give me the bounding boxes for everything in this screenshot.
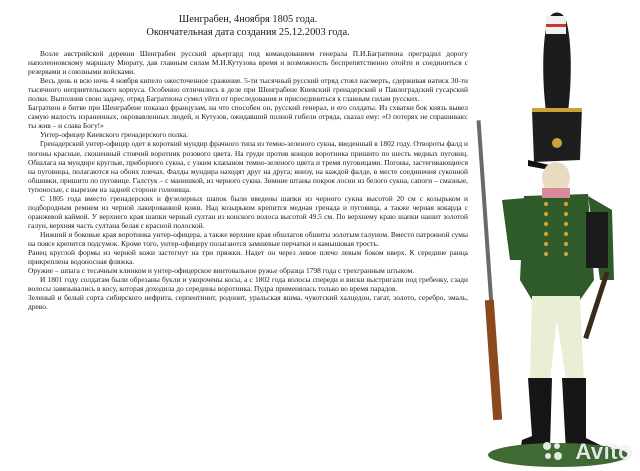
document-text (28, 12, 468, 311)
paragraph: Зеленый и белый сорта сибирского нефрита, серпентинит, родонит, уральская яшма, чукотский халцедон, гагат, золото, серебро, эмаль, древо. (28, 293, 468, 312)
tunic-button (564, 242, 568, 246)
paragraph: Оружие – шпага с тесачным клинком и унтер-офицерское винтовальное ружье образца 1798 года с трехгранным штыком. (28, 266, 415, 276)
avito-watermark: Avito (575, 439, 632, 464)
tunic-button (544, 202, 548, 206)
title-line-1: Шенграбен, 4ноября 1805 года. (178, 14, 318, 25)
knapsack (586, 212, 608, 268)
document-body (28, 49, 468, 311)
tunic-button (564, 252, 568, 256)
tunic-button (564, 222, 568, 226)
tunic (520, 194, 594, 300)
paragraph: С 1805 года вместо гренадерских и фузелерных шапок были введены шапки из черного сукна высотой 20 см с козырьком и подбородным ремнем из черной лакированной кожи. Над козырьком крепится медная гренада и пуговица, а также черная кокарда с оранжевой каймой. У верхнего края шапки черный султан из конского волоса высотой 49.5 см. По верхнему краю шапки нашит золотой галун, верхняя часть султана белая с красной полоской. (28, 193, 468, 230)
trousers (530, 296, 584, 380)
paragraph: Весь день и всю ночь 4 ноября кипело ожесточенное сражение. 5-ти тысячный русский отряд стоял насмерть, сдерживая натиск 30-ти тысячного неприятельского корпуса. Особенно отличились в деле при Шенграбене Киевский гренадерский и Павлоградский гусарский полки. Выполнив свою задачу, отряд Багратиона сумел уйти от преследования и присоединиться к главным силам русских. (28, 76, 468, 104)
shako-grenade (552, 138, 562, 148)
plume-stripe (546, 24, 566, 27)
paragraph: И 1801 году солдатам были обрезаны букли и укорочены косы, а с 1802 года волосы спереди и виски выстригали под гребенку, сзади волосы завязывались в косу, которая доходила до середины воротника. Пудра применялась только во время парадов. (28, 275, 468, 294)
paragraph: Гренадерский унтер-офицер одет в короткий мундир фрачного типа из темно-зеленого сукна, введенный в 1802 году. Отвороты фалд и погоны красные, скошенный стоячий воротник розового цвета. На груди против концов воротника пришито по шесть медных пуговиц. Обшлага на мундире круглые, приборного сукна, с узким клапаном темно-зеленого цвета и тремя пуговицами. Погоны, застегивающиеся на пуговицы, полагаются на обоих плечах. Фалды мундира находят друг на друга; внизу, на каждой фалде, в месте соединения суконной обшивки, пришито по пуговице. Галстук – с манишкой, из черного сукна. Зимние штаны покроя лосин из белого сукна, сапоги – смазные, тупоносые, с вырезом на задней стороне голенища. (28, 139, 469, 194)
paragraph: Возле австрийской деревни Шенграбен русский арьергард под командованием генерала П.И.Багратиона преградил дорогу наполеоновскому маршалу Мюрату, дав главным силам М.И.Кутузова время и возможность беспрепятственно отойти и соединиться с резервами и союзными войсками. (28, 49, 468, 77)
shako (532, 108, 582, 162)
tunic-button (564, 202, 568, 206)
title-line-2: Окончательная дата создания 25.12.2003 года. (146, 26, 350, 38)
tunic-button (544, 242, 548, 246)
tunic-button (564, 232, 568, 236)
tunic-button (544, 232, 548, 236)
tunic-button (544, 252, 548, 256)
paragraph: Нижний и боковые края воротника унтер-офицера, а также верхние края обшлагов обшиты золотым галуном. Вместо патронной сумы на поясе крепится подсумок. Кроме того, унтер-офицеру полагаются замшевые перчатки и камышовая трость. (28, 229, 468, 248)
soldier-figurine (462, 0, 640, 471)
paragraph: Багратион в битве при Шенграбене показал французам, на что способен он, русский генерал, и его солдаты. Из схватки бок князь вывел самую малость израненных, окровавленных людей, и Кутузов, ожидавший полной гибели отряда, сказал ему: «О потерях не спрашиваю: ты жив – и слава Богу!» (28, 103, 468, 131)
paragraph: Унтер-офицер Киевского гренадерского полка. (40, 130, 188, 140)
avito-logo-icon (540, 438, 564, 462)
tunic-button (564, 212, 568, 216)
tunic-button (544, 212, 548, 216)
collar (542, 188, 570, 198)
musket-stock (485, 300, 502, 420)
tunic-button (544, 222, 548, 226)
shako-galloon (532, 108, 582, 112)
paragraph: Ранец круглой формы из черной кожи застегнут на три пряжки. Надет он через левое плечо левым боком вверх. К середине ранца прикреплена водоносная фляжка. (28, 248, 468, 267)
